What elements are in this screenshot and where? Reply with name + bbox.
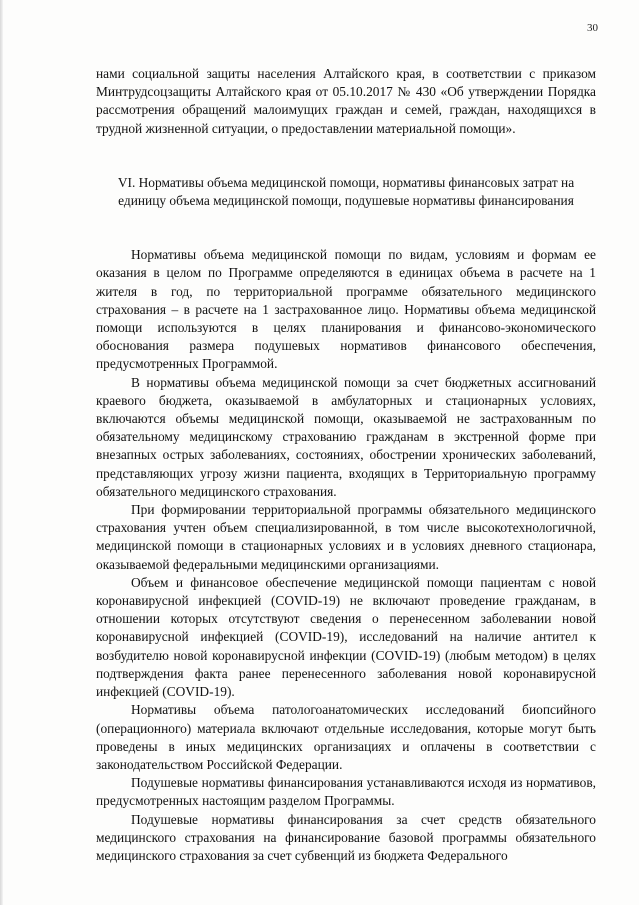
scan-edge	[0, 0, 3, 905]
section-heading: VI. Нормативы объема медицинской помощи, нормативы финансовых затрат на единицу объема медицинской помощи, подушевые нормативы финансирования	[117, 174, 575, 209]
paragraph-7: Подушевые нормативы финансирования за счет средств обязательного медицинского страхования на финансирование базовой программы обязательного медицинского страхования за счет субвенций из бюджета Федерального	[96, 811, 596, 863]
paragraph-5: Нормативы объема патологоанатомических исследований биопсийного (операционного) материала включают отдельные исследования, которые могут быть проведены в иных медицинских организациях и оплачены в соответствии с законодательством Российской Федерации.	[96, 702, 596, 772]
paragraph-1: Нормативы объема медицинской помощи по видам, условиям и формам ее оказания в целом по Программе определяются в единицах объема в расчете на 1 жителя в год, по территориальной программе обязательного медицинского страхования – в расчете на 1 застрахованное лицо. Нормативы объема медицинской помощи используются в целях планирования и финансово-экономического обоснования размера подушевых нормативов финансового обеспечения, предусмотренных Программой.	[96, 247, 596, 372]
intro-paragraph: нами социальной защиты населения Алтайского края, в соответствии с приказом Минтрудсоцзащиты Алтайского края от 05.10.2017 № 430 «Об утверждении Порядка рассмотрения обращений малоимущих граждан и семей, граждан, находящихся в трудной жизненной ситуации, о предоставлении материальной помощи».	[96, 66, 596, 136]
page-number: 30	[587, 22, 598, 34]
document-body	[96, 65, 596, 865]
paragraph-6: Подушевые нормативы финансирования устанавливаются исходя из нормативов, предусмотренных настоящим разделом Программы.	[96, 775, 596, 809]
paragraph-4: Объем и финансовое обеспечение медицинской помощи пациентам с новой коронавирусной инфекцией (COVID-19) не включают проведение гражданам, в отношении которых отсутствуют сведения о перенесенном заболевании новой коронавирусной инфекцией (COVID-19), исследований на наличие антител к возбудителю новой коронавирусной инфекции (COVID-19) (любым методом) в целях подтверждения факта ранее перенесенного заболевания новой коронавирусной инфекцией (COVID-19).	[96, 574, 596, 700]
paragraph-2: В нормативы объема медицинской помощи за счет бюджетных ассигнований краевого бюджета, оказываемой в амбулаторных и стационарных условиях, включаются объемы медицинской помощи, оказываемой не застрахованным по обязательному медицинскому страхованию гражданам в экстренной форме при внезапных острых заболеваниях, состояниях, обострении хронических заболеваний, представляющих угрозу жизни пациента, входящих в Территориальную программу обязательного медицинского страхования.	[96, 374, 596, 499]
paragraph-3: При формировании территориальной программы обязательного медицинского страхования учтен объем специализированной, в том числе высокотехнологичной, медицинской помощи в стационарных условиях и в условиях дневного стационара, оказываемой федеральными медицинскими организациями.	[96, 502, 596, 572]
